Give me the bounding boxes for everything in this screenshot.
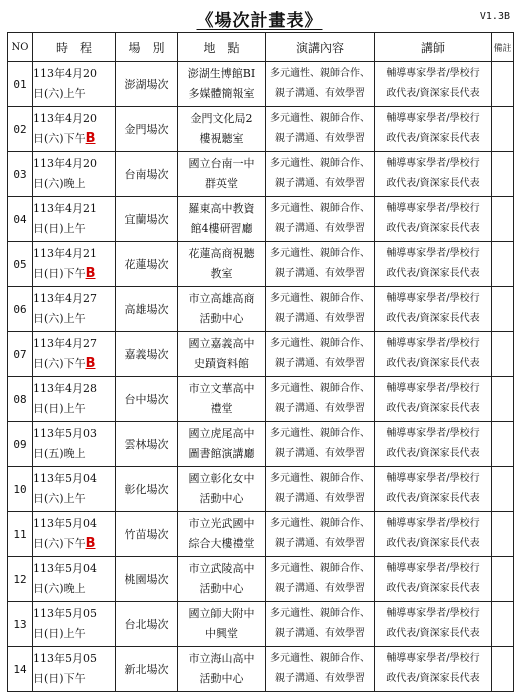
- row-no: 11: [8, 512, 33, 557]
- row-time-date: 113年5月05: [33, 652, 97, 665]
- row-topic: 多元適性、親師合作、 親子溝通、有效學習: [266, 107, 375, 152]
- row-time-period: 日(五)晚上: [33, 447, 86, 460]
- header-topic: 演講內容: [266, 33, 375, 62]
- row-time-date: 113年4月20: [33, 67, 97, 80]
- row-topic: 多元適性、親師合作、 親子溝通、有效學習: [266, 512, 375, 557]
- row-venue: 彰化場次: [116, 467, 178, 512]
- row-venue: 台北場次: [116, 602, 178, 647]
- row-location: 國立師大附中 中興堂: [178, 602, 266, 647]
- row-location: 市立高雄高商 活動中心: [178, 287, 266, 332]
- row-topic: 多元適性、親師合作、 親子溝通、有效學習: [266, 332, 375, 377]
- row-time: [33, 467, 116, 512]
- row-location: 澎湖生博館BI 多媒體簡報室: [178, 62, 266, 107]
- row-time-date: 113年4月20: [33, 112, 97, 125]
- row-no: 03: [8, 152, 33, 197]
- row-notes: [492, 647, 514, 692]
- row-time-period: 日(六)上午: [33, 312, 86, 325]
- row-no: 13: [8, 602, 33, 647]
- row-time-period: 日(日)下午B: [33, 266, 96, 281]
- row-time: [33, 107, 116, 152]
- table-row: [8, 62, 514, 107]
- table-row: [8, 602, 514, 647]
- table-row: [8, 512, 514, 557]
- row-time-period: 日(日)上午: [33, 627, 86, 640]
- table-row: [8, 647, 514, 692]
- table-row: [8, 377, 514, 422]
- row-topic: 多元適性、親師合作、 親子溝通、有效學習: [266, 557, 375, 602]
- header-venue: 場 別: [116, 33, 178, 62]
- row-time-period: 日(六)下午B: [33, 536, 96, 551]
- row-time: [33, 197, 116, 242]
- row-time-date: 113年4月21: [33, 202, 97, 215]
- row-location: 市立武陵高中 活動中心: [178, 557, 266, 602]
- row-location: 市立文華高中 禮堂: [178, 377, 266, 422]
- row-venue: 花蓮場次: [116, 242, 178, 287]
- row-no: 04: [8, 197, 33, 242]
- row-no: 02: [8, 107, 33, 152]
- row-topic: 多元適性、親師合作、 親子溝通、有效學習: [266, 197, 375, 242]
- row-no: 10: [8, 467, 33, 512]
- row-speaker: 輔導專家學者/學校行 政代表/資深家長代表: [375, 557, 492, 602]
- row-notes: [492, 557, 514, 602]
- row-notes: [492, 512, 514, 557]
- table-row: [8, 287, 514, 332]
- row-time: [33, 242, 116, 287]
- row-time: [33, 602, 116, 647]
- table-row: [8, 557, 514, 602]
- row-venue: 桃園場次: [116, 557, 178, 602]
- row-venue: 宜蘭場次: [116, 197, 178, 242]
- row-location: 花蓮高商視聽 教室: [178, 242, 266, 287]
- row-topic: 多元適性、親師合作、 親子溝通、有效學習: [266, 602, 375, 647]
- row-notes: [492, 467, 514, 512]
- row-no: 07: [8, 332, 33, 377]
- row-time-date: 113年4月27: [33, 337, 97, 350]
- row-speaker: 輔導專家學者/學校行 政代表/資深家長代表: [375, 602, 492, 647]
- row-notes: [492, 242, 514, 287]
- table-body: [8, 62, 514, 692]
- row-time-date: 113年5月04: [33, 517, 97, 530]
- row-time-date: 113年4月20: [33, 157, 97, 170]
- row-speaker: 輔導專家學者/學校行 政代表/資深家長代表: [375, 467, 492, 512]
- row-time: [33, 512, 116, 557]
- row-time-period: 日(六)晚上: [33, 177, 86, 190]
- row-notes: [492, 287, 514, 332]
- schedule-table: [7, 32, 514, 692]
- row-time-period: 日(六)下午B: [33, 356, 96, 371]
- row-time: [33, 62, 116, 107]
- session-b-mark: B: [85, 266, 96, 281]
- row-venue: 高雄場次: [116, 287, 178, 332]
- document-header: [0, 0, 519, 32]
- row-time-period: 日(六)上午: [33, 87, 86, 100]
- row-speaker: 輔導專家學者/學校行 政代表/資深家長代表: [375, 197, 492, 242]
- row-speaker: 輔導專家學者/學校行 政代表/資深家長代表: [375, 422, 492, 467]
- page-title: 《場次計畫表》: [196, 11, 323, 31]
- header-no: NO: [8, 33, 33, 62]
- row-time-date: 113年4月27: [33, 292, 97, 305]
- row-topic: 多元適性、親師合作、 親子溝通、有效學習: [266, 422, 375, 467]
- row-time: [33, 557, 116, 602]
- row-time: [33, 377, 116, 422]
- row-topic: 多元適性、親師合作、 親子溝通、有效學習: [266, 647, 375, 692]
- row-time-date: 113年5月04: [33, 562, 97, 575]
- row-speaker: 輔導專家學者/學校行 政代表/資深家長代表: [375, 287, 492, 332]
- row-time-date: 113年4月28: [33, 382, 97, 395]
- row-topic: 多元適性、親師合作、 親子溝通、有效學習: [266, 467, 375, 512]
- header-speaker: 講師: [375, 33, 492, 62]
- row-location: 國立台南一中 群英堂: [178, 152, 266, 197]
- table-header-row: [8, 33, 514, 62]
- row-no: 14: [8, 647, 33, 692]
- table-row: [8, 242, 514, 287]
- row-no: 12: [8, 557, 33, 602]
- row-time-date: 113年5月04: [33, 472, 97, 485]
- row-notes: [492, 422, 514, 467]
- version-label: V1.3B: [479, 11, 510, 22]
- row-notes: [492, 602, 514, 647]
- row-time: [33, 422, 116, 467]
- row-venue: 台中場次: [116, 377, 178, 422]
- row-venue: 金門場次: [116, 107, 178, 152]
- row-time-date: 113年5月05: [33, 607, 97, 620]
- row-notes: [492, 197, 514, 242]
- table-row: [8, 152, 514, 197]
- header-location: 地 點: [178, 33, 266, 62]
- table-row: [8, 467, 514, 512]
- row-time-date: 113年4月21: [33, 247, 97, 260]
- row-notes: [492, 332, 514, 377]
- row-no: 05: [8, 242, 33, 287]
- row-location: 國立虎尾高中 圖書館演講廳: [178, 422, 266, 467]
- row-notes: [492, 62, 514, 107]
- table-row: [8, 332, 514, 377]
- row-venue: 雲林場次: [116, 422, 178, 467]
- table-row: [8, 422, 514, 467]
- row-time-period: 日(日)下午: [33, 672, 86, 685]
- row-time-period: 日(六)晚上: [33, 582, 86, 595]
- row-time: [33, 332, 116, 377]
- row-venue: 台南場次: [116, 152, 178, 197]
- row-topic: 多元適性、親師合作、 親子溝通、有效學習: [266, 287, 375, 332]
- row-speaker: 輔導專家學者/學校行 政代表/資深家長代表: [375, 377, 492, 422]
- row-time: [33, 647, 116, 692]
- table-row: [8, 107, 514, 152]
- session-b-mark: B: [85, 131, 96, 146]
- header-notes: 備註: [492, 33, 514, 62]
- row-topic: 多元適性、親師合作、 親子溝通、有效學習: [266, 152, 375, 197]
- row-location: 國立彰化女中 活動中心: [178, 467, 266, 512]
- row-no: 09: [8, 422, 33, 467]
- row-no: 06: [8, 287, 33, 332]
- row-venue: 嘉義場次: [116, 332, 178, 377]
- row-speaker: 輔導專家學者/學校行 政代表/資深家長代表: [375, 647, 492, 692]
- session-b-mark: B: [85, 536, 96, 551]
- row-speaker: 輔導專家學者/學校行 政代表/資深家長代表: [375, 152, 492, 197]
- row-location: 市立海山高中 活動中心: [178, 647, 266, 692]
- row-notes: [492, 107, 514, 152]
- row-time-date: 113年5月03: [33, 427, 97, 440]
- row-venue: 澎湖場次: [116, 62, 178, 107]
- row-time-period: 日(日)上午: [33, 402, 86, 415]
- row-speaker: 輔導專家學者/學校行 政代表/資深家長代表: [375, 62, 492, 107]
- row-time: [33, 287, 116, 332]
- row-no: 01: [8, 62, 33, 107]
- row-notes: [492, 152, 514, 197]
- row-no: 08: [8, 377, 33, 422]
- row-location: 羅東高中教資 館4樓研習廳: [178, 197, 266, 242]
- row-notes: [492, 377, 514, 422]
- row-venue: 竹苗場次: [116, 512, 178, 557]
- row-speaker: 輔導專家學者/學校行 政代表/資深家長代表: [375, 332, 492, 377]
- row-speaker: 輔導專家學者/學校行 政代表/資深家長代表: [375, 512, 492, 557]
- row-speaker: 輔導專家學者/學校行 政代表/資深家長代表: [375, 107, 492, 152]
- header-time: 時 程: [33, 33, 116, 62]
- row-time-period: 日(六)下午B: [33, 131, 96, 146]
- row-topic: 多元適性、親師合作、 親子溝通、有效學習: [266, 62, 375, 107]
- row-location: 國立嘉義高中 史蹟資料館: [178, 332, 266, 377]
- row-location: 市立光武國中 綜合大樓禮堂: [178, 512, 266, 557]
- row-topic: 多元適性、親師合作、 親子溝通、有效學習: [266, 242, 375, 287]
- row-time: [33, 152, 116, 197]
- table-row: [8, 197, 514, 242]
- session-b-mark: B: [85, 356, 96, 371]
- row-speaker: 輔導專家學者/學校行 政代表/資深家長代表: [375, 242, 492, 287]
- row-location: 金門文化局2 樓視聽室: [178, 107, 266, 152]
- row-time-period: 日(六)上午: [33, 492, 86, 505]
- row-topic: 多元適性、親師合作、 親子溝通、有效學習: [266, 377, 375, 422]
- row-venue: 新北場次: [116, 647, 178, 692]
- row-time-period: 日(日)上午: [33, 222, 86, 235]
